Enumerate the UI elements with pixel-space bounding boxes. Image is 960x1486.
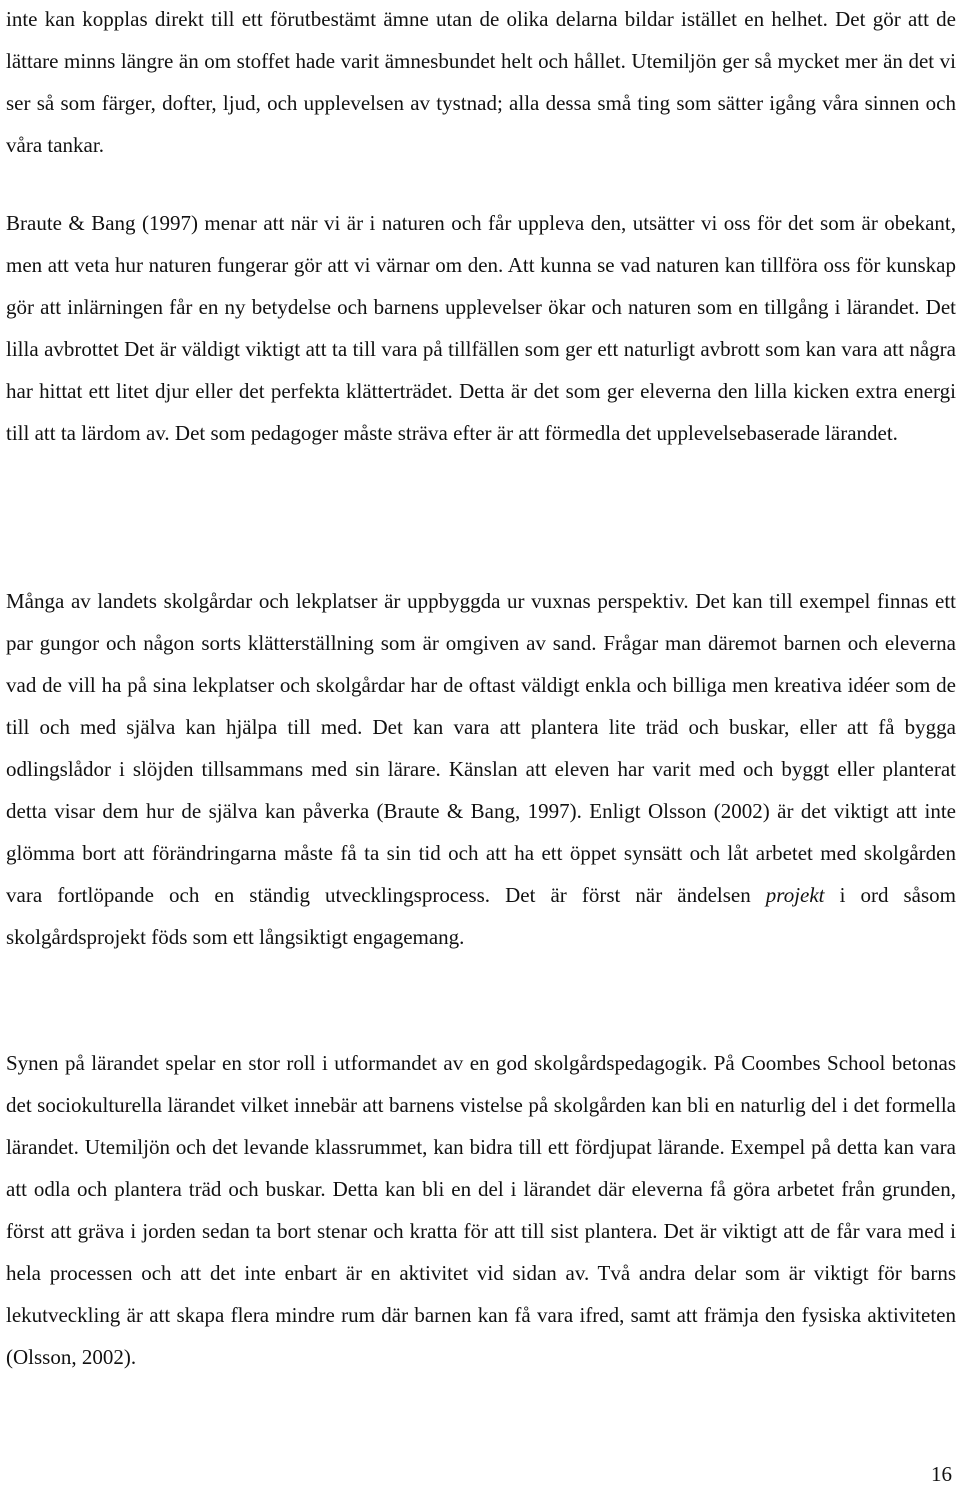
paragraph-1-text: inte kan kopplas direkt till ett förutbestämt ämne utan de olika delarna bildar istället en helhet. Det gör att de lättare minns längre än om stoffet hade varit ämnesbundet helt och hållet. Utemiljön ger så mycket mer än det vi ser så som färger, dofter, ljud, och upplevelsen av tystnad; alla dessa små ting som sätter igång våra sinnen och våra tankar. — [6, 7, 956, 157]
body-paragraph-4 — [6, 1042, 956, 1378]
paragraph-3-text-end: i ord såsom skolgårdsprojekt föds som ett långsiktigt engagemang. — [6, 883, 957, 949]
body-paragraph-1 — [6, 0, 956, 166]
body-paragraph-3 — [6, 580, 956, 958]
paragraph-2-text: Braute & Bang (1997) menar att när vi är i naturen och får uppleva den, utsätter vi oss för det som är obekant, men att veta hur naturen fungerar gör att vi värnar om den. Att kunna se vad naturen kan tillföra oss för kunskap gör att inlärningen får en ny betydelse och barnens upplevelser ökar och naturen som en tillgång i lärandet. Det lilla avbrottet Det är väldigt viktigt att ta till vara på tillfällen som ger ett naturligt avbrott som kan vara att några har hittat ett litet djur eller det perfekta klätterträdet. Detta är det som ger eleverna den lilla kicken extra energi till att ta lärdom av. Det som pedagoger måste sträva efter är att förmedla det upplevelsebaserade lärandet. — [6, 211, 956, 445]
body-paragraph-2 — [6, 202, 956, 454]
document-page — [6, 0, 956, 1486]
italic-term-projekt: projekt — [765, 883, 825, 907]
paragraph-4-text: Synen på lärandet spelar en stor roll i utformandet av en god skolgårdspedagogik. På Coombes School betonas det sociokulturella lärandet vilket innebär att barnens vistelse på skolgården kan bli en naturlig del i det formella lärandet. Utemiljön och det levande klassrummet, kan bidra till ett fördjupat lärande. Exempel på detta kan vara att odla och plantera träd och buskar. Detta kan bli en del i lärandet där eleverna få göra arbetet från grunden, först att gräva i jorden sedan ta bort stenar och kratta för att till sist plantera. Det är viktigt att de får vara med i hela processen och att det inte enbart är en aktivitet vid sidan av. Två andra delar som är viktigt för barns lekutveckling är att skapa flera mindre rum där barnen kan få vara ifred, samt att främja den fysiska aktiviteten (Olsson, 2002). — [6, 1051, 956, 1369]
paragraph-3-text-start: Många av landets skolgårdar och lekplatser är uppbyggda ur vuxnas perspektiv. Det kan till exempel finnas ett par gungor och någon sorts klätterställning som är omgiven av sand. Frågar man däremot barnen och eleverna vad de vill ha på sina lekplatser och skolgårdar har de oftast väldigt enkla och billiga men kreativa idéer som de till och med själva kan hjälpa till med. Det kan vara att plantera lite träd och buskar, eller att få bygga odlingslådor i slöjden tillsammans med sin lärare. Känslan att eleven har varit med och byggt eller planterat detta visar dem hur de själva kan påverka (Braute & Bang, 1997). Enligt Olsson (2002) är det viktigt att inte glömma bort att förändringarna måste få ta sin tid och att ha ett öppet synsätt och låt arbetet med skolgården vara fortlöpande och en ständig utvecklingsprocess. Det är först när ändelsen — [6, 589, 956, 907]
page-number: 16 — [931, 1462, 952, 1486]
